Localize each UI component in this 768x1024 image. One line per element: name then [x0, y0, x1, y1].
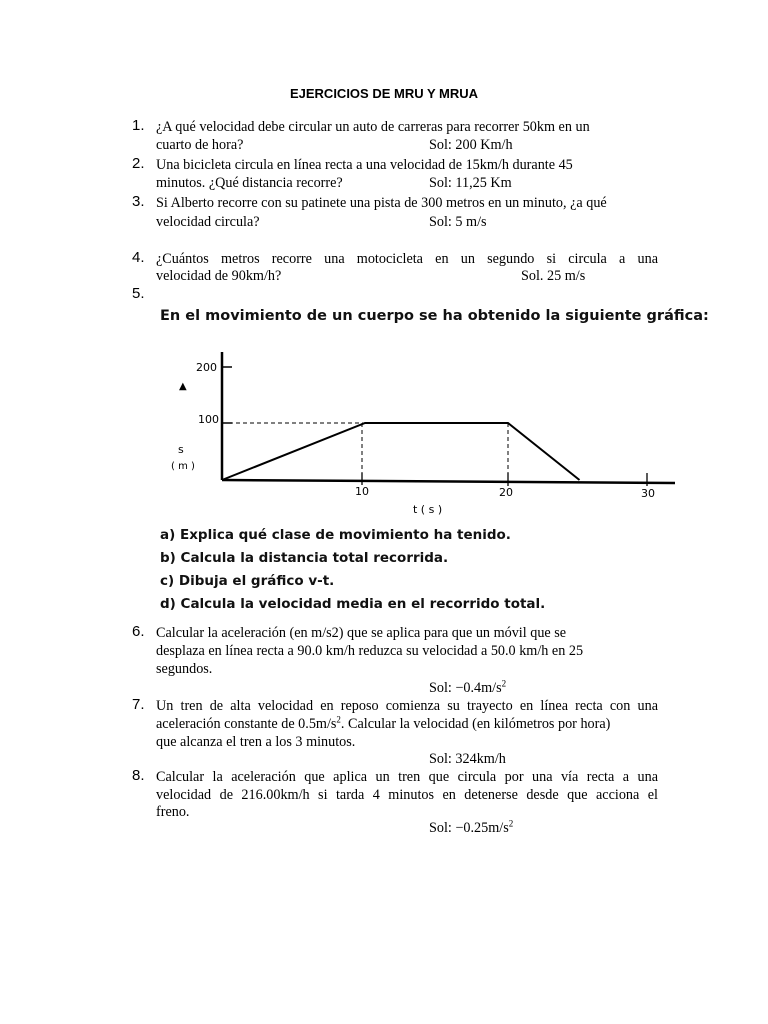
question-text: velocidad de 90km/h?	[156, 268, 282, 284]
x-axis	[222, 480, 675, 483]
y-axis-label: s	[178, 443, 184, 456]
question-text: Una bicicleta circula en línea recta a una velocidad de 15km/h durante 45	[156, 157, 573, 173]
question-text: desplaza en línea recta a 90.0 km/h reduzca su velocidad a 50.0 km/h en 25	[156, 643, 584, 659]
question-number: 6.	[132, 623, 145, 640]
graph-item: c) Dibuja el gráfico v-t.	[160, 573, 335, 589]
graph-item: a) Explica qué clase de movimiento ha tenido.	[160, 527, 511, 543]
question-text: aceleración constante de $0.5m/s^2$. Calcular la velocidad (en kilómetros por hora)	[156, 714, 611, 732]
question-number: 4.	[132, 249, 145, 266]
y-tick-label: 100	[198, 413, 219, 426]
question-text: velocidad de 216.00km/h si tarda 4 minutos en detenerse desde que acciona el	[156, 787, 658, 803]
graph-item: b) Calcula la distancia total recorrida.	[160, 550, 449, 566]
x-tick-label: 30	[641, 487, 655, 500]
x-axis-label: t ( s )	[413, 503, 443, 516]
graph-item: d) Calcula la velocidad media en el recorrido total.	[160, 596, 546, 612]
question-text: ¿Cuántos metros recorre una motocicleta en un segundo si circula a una	[156, 251, 658, 267]
solution: Sol: 5 m/s	[429, 214, 487, 230]
solution: Sol: 324km/h	[429, 751, 506, 767]
page-title: EJERCICIOS DE MRU Y MRUA	[289, 86, 479, 101]
question-text: Si Alberto recorre con su patinete una pista de 300 metros en un minuto, ¿a qué	[156, 195, 607, 211]
question-text: Un tren de alta velocidad en reposo comienza su trayecto en línea recta con una	[156, 698, 658, 714]
question-text: freno.	[156, 804, 190, 820]
solution: Sol. 25 m/s	[521, 268, 586, 284]
solution: Sol: 11,25 Km	[429, 175, 512, 191]
question-text: que alcanza el tren a los 3 minutos.	[156, 734, 356, 750]
question-text: cuarto de hora?	[156, 137, 244, 153]
graph-intro: En el movimiento de un cuerpo se ha obtenido la siguiente gráfica:	[160, 308, 709, 324]
question-number: 1.	[132, 117, 145, 134]
arrow-glyph: ▲	[179, 381, 187, 392]
solution: Sol: 200 Km/h	[429, 137, 513, 153]
question-number: 7.	[132, 696, 145, 713]
question-text: Calcular la aceleración (en m/s2) que se aplica para que un móvil que se	[156, 625, 567, 641]
solution: Sol: $-0.25m/s^2$	[429, 818, 514, 836]
position-time-graph	[160, 340, 690, 530]
solution: Sol: $-0.4m/s^2$	[429, 678, 507, 696]
y-axis-unit: ( m )	[171, 461, 195, 472]
x-tick-label: 10	[355, 485, 369, 498]
x-tick-label: 20	[499, 486, 513, 499]
question-number: 2.	[132, 155, 145, 172]
question-text: minutos. ¿Qué distancia recorre?	[156, 175, 343, 191]
question-text: ¿A qué velocidad debe circular un auto de carreras para recorrer 50km en un	[156, 119, 590, 135]
question-number: 3.	[132, 193, 145, 210]
y-tick-label: 200	[196, 361, 217, 374]
question-text: segundos.	[156, 661, 213, 677]
question-text: velocidad circula?	[156, 214, 260, 230]
position-line	[222, 423, 580, 480]
question-number: 5.	[132, 285, 145, 302]
question-text: Calcular la aceleración que aplica un tren que circula por una vía recta a una	[156, 769, 658, 785]
question-number: 8.	[132, 767, 145, 784]
